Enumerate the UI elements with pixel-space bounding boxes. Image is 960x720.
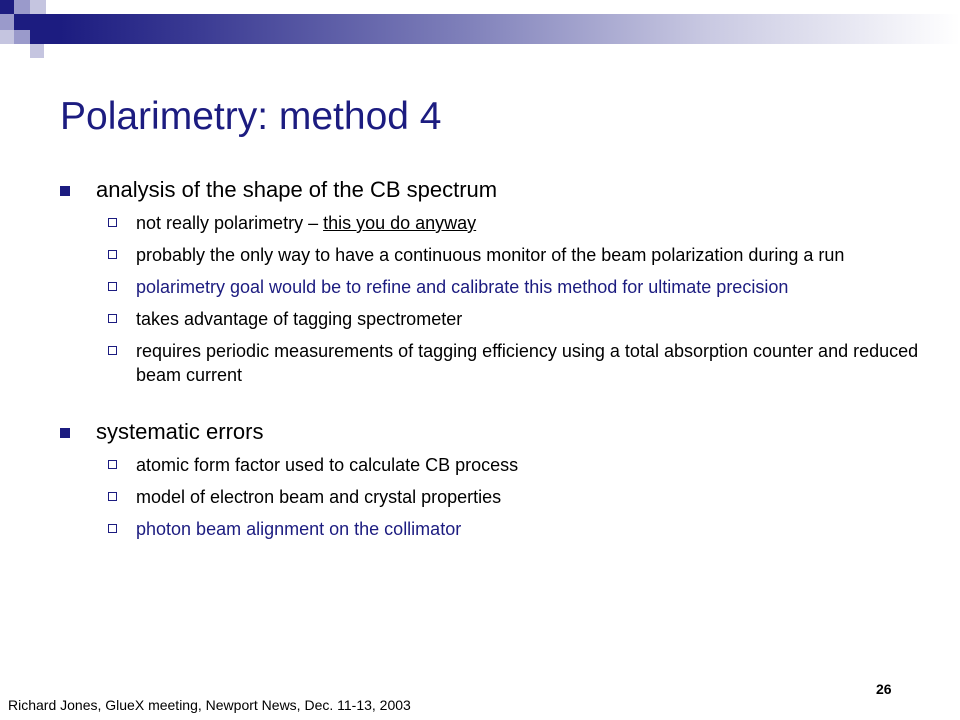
square-bullet-icon <box>60 186 70 196</box>
list-item <box>106 307 920 331</box>
list-item-text: atomic form factor used to calculate CB process <box>136 455 519 475</box>
list-item <box>106 275 920 299</box>
list-item-text: takes advantage of tagging spectrometer <box>136 309 463 329</box>
deco-square <box>30 44 44 58</box>
list-item <box>106 485 920 509</box>
list-item <box>106 211 920 235</box>
list-item-text: photon beam alignment on the collimator <box>136 519 462 539</box>
deco-square <box>0 30 14 44</box>
hollow-square-bullet-icon <box>108 492 117 501</box>
list-item <box>106 339 920 387</box>
list-item <box>106 517 920 541</box>
hollow-square-bullet-icon <box>108 524 117 533</box>
header-gradient-bar <box>60 14 960 44</box>
section-heading-text: systematic errors <box>96 419 264 444</box>
list-item-text: not really polarimetry – <box>136 213 324 233</box>
hollow-square-bullet-icon <box>108 314 117 323</box>
deco-square <box>0 0 14 14</box>
slide-footer: Richard Jones, GlueX meeting, Newport News, Dec. 11-13, 2003 <box>8 697 411 713</box>
list-item <box>106 243 920 267</box>
list-item-text: polarimetry goal would be to refine and calibrate this method for ultimate precision <box>136 277 789 297</box>
section-heading-text: analysis of the shape of the CB spectrum <box>96 177 498 202</box>
deco-square <box>30 0 46 14</box>
list-item-text: requires periodic measurements of tagging efficiency using a total absorption counter and reduced beam current <box>136 341 919 385</box>
deco-square <box>0 14 14 30</box>
hollow-square-bullet-icon <box>108 250 117 259</box>
page-number: 26 <box>876 681 892 697</box>
underlined-text: this you do anyway <box>323 213 477 233</box>
list-item-text: model of electron beam and crystal properties <box>136 487 502 507</box>
slide-title: Polarimetry: method 4 <box>60 95 442 138</box>
deco-square <box>14 30 30 44</box>
list-item-text: probably the only way to have a continuous monitor of the beam polarization during a run <box>136 245 845 265</box>
section-heading <box>60 417 920 447</box>
list-item <box>106 453 920 477</box>
hollow-square-bullet-icon <box>108 218 117 227</box>
spacer <box>60 395 920 417</box>
slide-content <box>60 175 920 549</box>
hollow-square-bullet-icon <box>108 282 117 291</box>
deco-square <box>14 0 30 14</box>
deco-square <box>14 14 30 30</box>
hollow-square-bullet-icon <box>108 460 117 469</box>
square-bullet-icon <box>60 428 70 438</box>
hollow-square-bullet-icon <box>108 346 117 355</box>
section-heading <box>60 175 920 205</box>
deco-square <box>30 14 60 44</box>
